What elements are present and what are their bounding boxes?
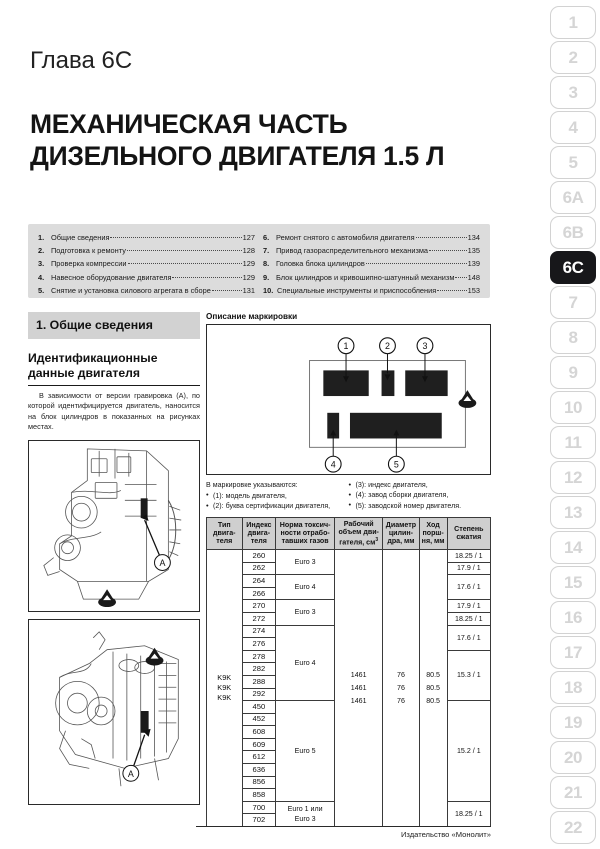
cell-engine-index: 452 <box>242 713 276 726</box>
toc-entry-title: Навесное оборудование двигателя <box>51 272 172 282</box>
toc-entry-page: 135 <box>467 246 480 256</box>
toc-entry-page: 153 <box>467 285 480 295</box>
cell-bore: 76 76 76 <box>383 549 419 826</box>
cell-emission-standard: Euro 3 <box>276 549 335 574</box>
toc-leader-dots <box>366 263 467 264</box>
legend-column-right <box>349 480 492 512</box>
toc-entry-number: 8. <box>263 259 270 269</box>
engine-photo-front <box>28 440 200 612</box>
legend-list-right <box>349 480 492 511</box>
cell-compression-ratio: 17.6 / 1 <box>447 625 490 650</box>
callout-1: 1 <box>343 341 349 352</box>
col-header-emission: Норма токсич- ности отрабо- тавших газов <box>276 517 335 549</box>
photo-marker-label-b: А <box>127 768 134 779</box>
chapter-tab-13[interactable]: 13 <box>550 496 596 529</box>
cell-engine-index: 702 <box>242 814 276 827</box>
toc-entry-page: 148 <box>467 272 480 282</box>
toc-entry[interactable] <box>38 231 255 244</box>
cell-engine-index: 274 <box>242 625 276 638</box>
orientation-arrow-icon <box>98 589 116 607</box>
engine-type-value: K9K <box>217 693 232 702</box>
chapter-tab-18[interactable]: 18 <box>550 671 596 704</box>
legend-item: • (3): индекс двигателя, <box>349 480 492 490</box>
legend-column-left <box>206 480 349 512</box>
toc-leader-dots <box>437 290 466 291</box>
toc-entry-page: 128 <box>242 246 255 256</box>
photo-marker-label-a: А <box>159 557 166 568</box>
cell-engine-index: 262 <box>242 562 276 575</box>
figure-caption: Описание маркировки <box>206 312 298 321</box>
toc-entry-number: 1. <box>38 233 45 242</box>
left-column <box>28 312 200 805</box>
toc-column-left <box>34 231 259 295</box>
marking-diagram-svg <box>207 325 490 474</box>
engine-side-illustration <box>29 620 199 804</box>
section-heading: 1. Общие сведения <box>28 312 200 339</box>
col-header-displacement: Рабочий объем дви- гателя, $см^3$ <box>335 517 383 549</box>
chapter-tab-6c[interactable]: 6C <box>550 251 596 284</box>
toc-entry-number: 5. <box>38 285 45 295</box>
legend-heading: В маркировке указываются: <box>206 481 298 489</box>
cell-compression-ratio: 17.9 / 1 <box>447 600 490 613</box>
legend-item: • (5): заводской номер двигателя. <box>349 501 492 511</box>
spec-table-header-row <box>207 517 491 549</box>
chapter-tab-7[interactable]: 7 <box>550 286 596 319</box>
toc-entry[interactable] <box>263 257 480 270</box>
callout-3: 3 <box>422 341 428 352</box>
cell-engine-index: 636 <box>242 764 276 777</box>
cell-engine-index: 858 <box>242 789 276 802</box>
chapter-tab-15[interactable]: 15 <box>550 566 596 599</box>
toc-entry-title: Головка блока цилиндров <box>276 259 365 269</box>
toc-entry[interactable] <box>263 284 480 297</box>
toc-entry-title: Проверка компрессии <box>51 259 127 269</box>
toc-entry-page: 131 <box>242 285 255 295</box>
toc-leader-dots <box>429 250 467 251</box>
cell-engine-index: 278 <box>242 650 276 663</box>
chapter-tab-5[interactable]: 5 <box>550 146 596 179</box>
cell-engine-index: 292 <box>242 688 276 701</box>
chapter-tab-3[interactable]: 3 <box>550 76 596 109</box>
toc-entry-page: 129 <box>242 259 255 269</box>
marking-legend <box>206 480 491 512</box>
chapter-tab-10[interactable]: 10 <box>550 391 596 424</box>
engine-photo-side <box>28 619 200 805</box>
orientation-arrow-icon-2 <box>146 648 164 666</box>
toc-entry-title: Специальные инструменты и приспособления <box>277 285 437 295</box>
toc-column-right <box>259 231 484 295</box>
page-content <box>26 0 491 849</box>
engine-type-value: K9K <box>217 683 232 692</box>
chapter-tab-14[interactable]: 14 <box>550 531 596 564</box>
toc-entry-number: 6. <box>263 233 270 242</box>
marking-diagram <box>206 324 491 475</box>
toc-leader-dots <box>127 250 242 251</box>
cell-engine-index: 608 <box>242 726 276 739</box>
chapter-tab-20[interactable]: 20 <box>550 741 596 774</box>
toc-entry-number: 10. <box>263 285 274 295</box>
subsection-heading-line-2: данные двигателя <box>28 366 140 381</box>
orientation-arrow-icon-3 <box>459 390 477 408</box>
cell-engine-index: 260 <box>242 549 276 562</box>
chapter-tab-6a[interactable]: 6A <box>550 181 596 214</box>
cell-engine-index: 609 <box>242 738 276 751</box>
toc-entry[interactable] <box>38 271 255 284</box>
callout-5: 5 <box>393 459 399 470</box>
col-header-bore: Диаметр цилин- дра, мм <box>383 517 419 549</box>
cell-engine-index: 276 <box>242 638 276 651</box>
chapter-tab-17[interactable]: 17 <box>550 636 596 669</box>
col-header-engine-index: Индекс двига- теля <box>242 517 276 549</box>
cell-stroke: 80.5 80.5 80.5 <box>419 549 447 826</box>
subsection-heading <box>28 351 200 386</box>
chapter-tab-6b[interactable]: 6B <box>550 216 596 249</box>
legend-item: • (4): завод сборки двигателя, <box>349 490 492 500</box>
cell-engine-index: 272 <box>242 612 276 625</box>
cell-emission-standard: Euro 4 <box>276 625 335 701</box>
toc-entry-number: 2. <box>38 246 45 256</box>
legend-item: • (2): буква сертификации двигателя, <box>206 501 349 511</box>
toc-entry-page: 129 <box>242 272 255 282</box>
col-header-stroke: Ход порш- ня, мм <box>419 517 447 549</box>
engine-type-value: K9K <box>217 673 232 682</box>
toc-entry[interactable] <box>38 257 255 270</box>
toc-leader-dots <box>455 277 466 278</box>
chapter-tab-2[interactable]: 2 <box>550 41 596 74</box>
cell-emission-standard: Euro 1 или Euro 3 <box>276 801 335 826</box>
toc-leader-dots <box>110 237 241 238</box>
toc-entry-title: Привод газораспределительного механизма <box>276 246 429 256</box>
cell-engine-index: 264 <box>242 575 276 588</box>
toc-entry[interactable] <box>38 244 255 257</box>
cell-compression-ratio: 18.25 / 1 <box>447 612 490 625</box>
toc-entry-page: 134 <box>467 233 480 242</box>
chapter-tab-11[interactable]: 11 <box>550 426 596 459</box>
toc-entry-title: Подготовка к ремонту <box>51 246 126 256</box>
chapter-tab-12[interactable]: 12 <box>550 461 596 494</box>
page-title-line-1: МЕХАНИЧЕСКАЯ ЧАСТЬ <box>30 109 348 139</box>
toc-entry-number: 9. <box>263 272 270 282</box>
cell-compression-ratio: 17.6 / 1 <box>447 575 490 600</box>
chapter-tab-rail <box>550 6 596 844</box>
toc-entry-title: Общие сведения <box>51 233 110 242</box>
cell-compression-ratio: 17.9 / 1 <box>447 562 490 575</box>
callout-4: 4 <box>330 459 336 470</box>
legend-item: • (1): модель двигателя, <box>206 491 349 501</box>
cell-compression-ratio: 15.3 / 1 <box>447 650 490 700</box>
toc-leader-dots <box>416 237 467 238</box>
col-header-compression: Степень сжатия <box>447 517 490 549</box>
toc-entry[interactable] <box>263 231 480 244</box>
toc-entry[interactable] <box>263 244 480 257</box>
chapter-tab-19[interactable]: 19 <box>550 706 596 739</box>
cell-engine-index: 282 <box>242 663 276 676</box>
right-column <box>206 312 491 827</box>
toc-entry-number: 7. <box>263 246 270 256</box>
toc-entry[interactable] <box>263 271 480 284</box>
toc-entry-title: Блок цилиндров и кривошипно-шатунный механизм <box>276 272 455 282</box>
cell-compression-ratio: 15.2 / 1 <box>447 701 490 802</box>
toc-entry-title: Ремонт снятого с автомобиля двигателя <box>276 233 415 242</box>
engine-spec-table <box>206 517 491 827</box>
callout-2: 2 <box>385 341 390 352</box>
chapter-tab-1[interactable]: 1 <box>550 6 596 39</box>
col-header-engine-type: Тип двига- теля <box>207 517 243 549</box>
toc-entry-number: 3. <box>38 259 45 269</box>
cell-engine-index: 612 <box>242 751 276 764</box>
cell-engine-index: 856 <box>242 776 276 789</box>
cell-emission-standard: Euro 5 <box>276 701 335 802</box>
footer-publisher: Издательство «Монолит» <box>196 826 491 839</box>
toc-leader-dots <box>128 263 242 264</box>
cell-engine-type <box>207 549 243 826</box>
toc-entry-title: Снятие и установка силового агрегата в сборе <box>51 285 211 295</box>
legend-list-left <box>206 491 349 512</box>
subsection-heading-line-1: Идентификационные <box>28 351 158 365</box>
cell-engine-index: 288 <box>242 675 276 688</box>
chapter-tab-4[interactable]: 4 <box>550 111 596 144</box>
toc-entry[interactable] <box>38 284 255 297</box>
cell-engine-index: 700 <box>242 801 276 814</box>
toc-entry-page: 139 <box>467 259 480 269</box>
chapter-tab-9[interactable]: 9 <box>550 356 596 389</box>
page-title <box>30 108 490 173</box>
chapter-label: Глава 6С <box>30 47 133 74</box>
toc-entry-number: 4. <box>38 272 45 282</box>
chapter-tab-22[interactable]: 22 <box>550 811 596 844</box>
body-paragraph: В зависимости от версии гравировка (А), по которой идентифицируется двигатель, наносится на блок цилиндров в показанных на рисунках местах. <box>28 390 200 432</box>
cell-engine-index: 450 <box>242 701 276 714</box>
page-title-line-2: ДИЗЕЛЬНОГО ДВИГАТЕЛЯ 1.5 Л <box>30 141 445 172</box>
engine-front-illustration <box>29 441 199 611</box>
cell-displacement: 1461 1461 1461 <box>335 549 383 826</box>
cell-engine-index: 266 <box>242 587 276 600</box>
cell-emission-standard: Euro 4 <box>276 575 335 600</box>
cell-compression-ratio: 18.25 / 1 <box>447 801 490 826</box>
cell-compression-ratio: 18.25 / 1 <box>447 549 490 562</box>
spec-table-row <box>207 549 491 562</box>
toc-leader-dots <box>172 277 241 278</box>
chapter-tab-21[interactable]: 21 <box>550 776 596 809</box>
cell-emission-standard: Euro 3 <box>276 600 335 625</box>
toc-leader-dots <box>212 290 242 291</box>
cell-engine-index: 270 <box>242 600 276 613</box>
toc-entry-page: 127 <box>242 233 255 242</box>
chapter-tab-16[interactable]: 16 <box>550 601 596 634</box>
chapter-tab-8[interactable]: 8 <box>550 321 596 354</box>
table-of-contents <box>28 224 490 298</box>
